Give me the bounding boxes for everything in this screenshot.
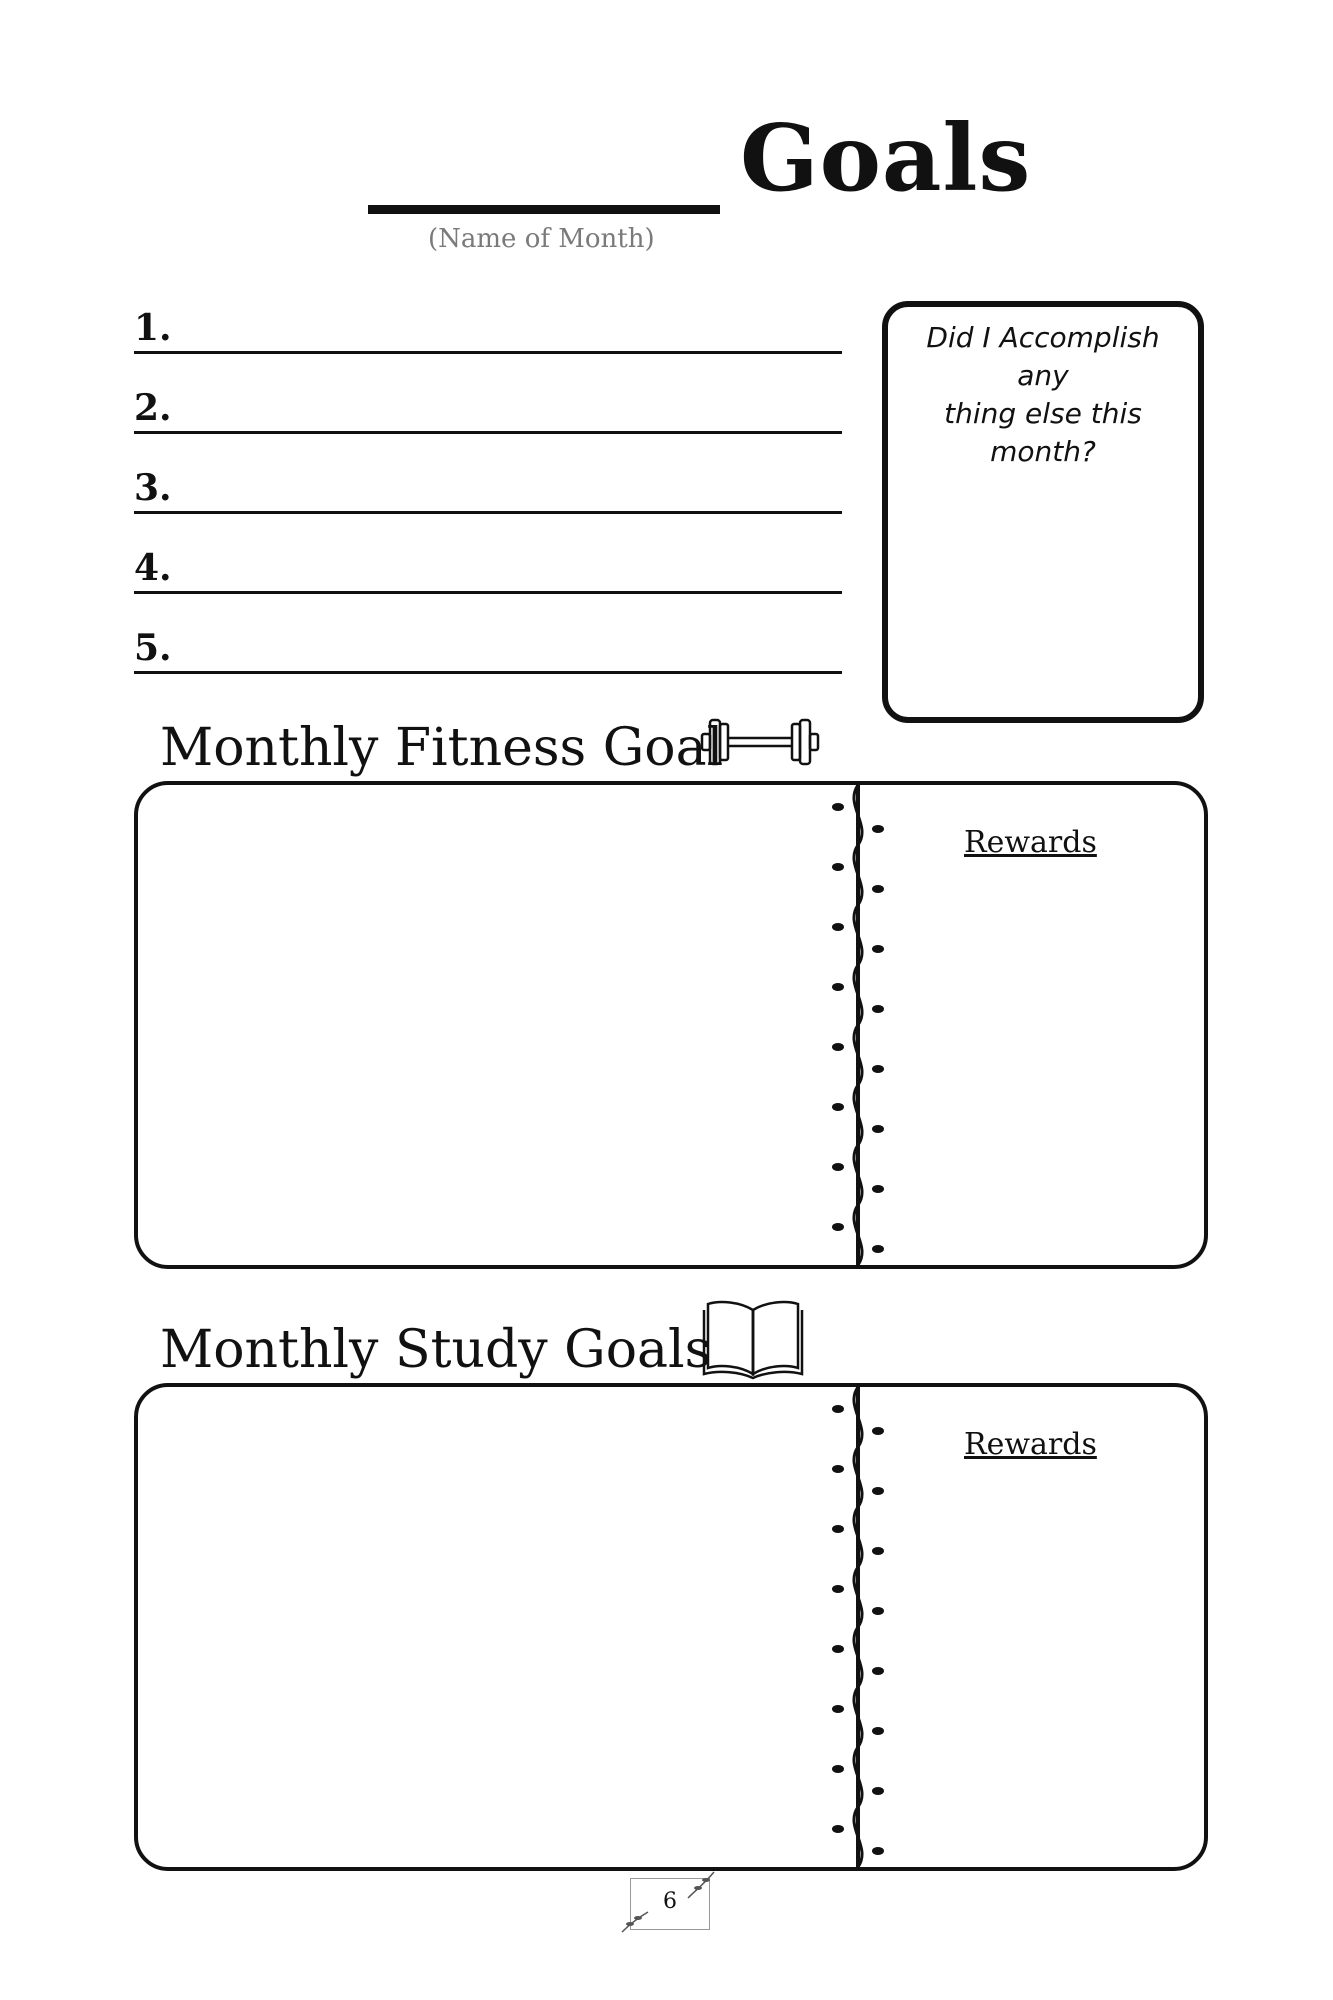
open-book-icon <box>700 1296 806 1380</box>
study-section-title <box>160 1320 712 1380</box>
month-name-caption: (Name of Month) <box>428 224 655 254</box>
study-rewards-label: Rewards <box>964 1427 1097 1462</box>
goal-number: 5. <box>134 627 172 669</box>
floral-vine-divider <box>822 785 892 1265</box>
month-name-blank-line[interactable] <box>368 205 720 214</box>
leaf-ornament-icon <box>620 1904 650 1934</box>
goal-number: 1. <box>134 307 172 349</box>
writing-line <box>134 671 842 674</box>
goal-number: 2. <box>134 387 172 429</box>
study-panel[interactable] <box>134 1383 1208 1871</box>
goal-line-4[interactable] <box>134 514 842 594</box>
page-title: Goals <box>740 104 1032 212</box>
accomplish-prompt-line-2: thing else this month? <box>944 397 1142 468</box>
leaf-ornament-icon <box>686 1870 716 1900</box>
goal-line-2[interactable] <box>134 354 842 434</box>
accomplish-prompt-line-1: Did I Accomplish any <box>926 321 1160 392</box>
study-title-text: Monthly Study Goals <box>160 1320 712 1380</box>
goal-line-3[interactable] <box>134 434 842 514</box>
goal-number: 4. <box>134 547 172 589</box>
fitness-panel[interactable] <box>134 781 1208 1269</box>
dumbbell-icon <box>700 712 820 772</box>
fitness-title-text: Monthly Fitness Goal <box>160 718 724 778</box>
goal-number: 3. <box>134 467 172 509</box>
accomplish-box[interactable] <box>882 301 1204 723</box>
goal-line-1[interactable] <box>134 274 842 354</box>
accomplish-prompt <box>898 319 1188 471</box>
fitness-section-title <box>160 718 724 778</box>
page-number: 6 <box>663 1889 677 1914</box>
goal-line-5[interactable] <box>134 594 842 674</box>
fitness-rewards-label: Rewards <box>964 825 1097 860</box>
floral-vine-divider <box>822 1387 892 1867</box>
